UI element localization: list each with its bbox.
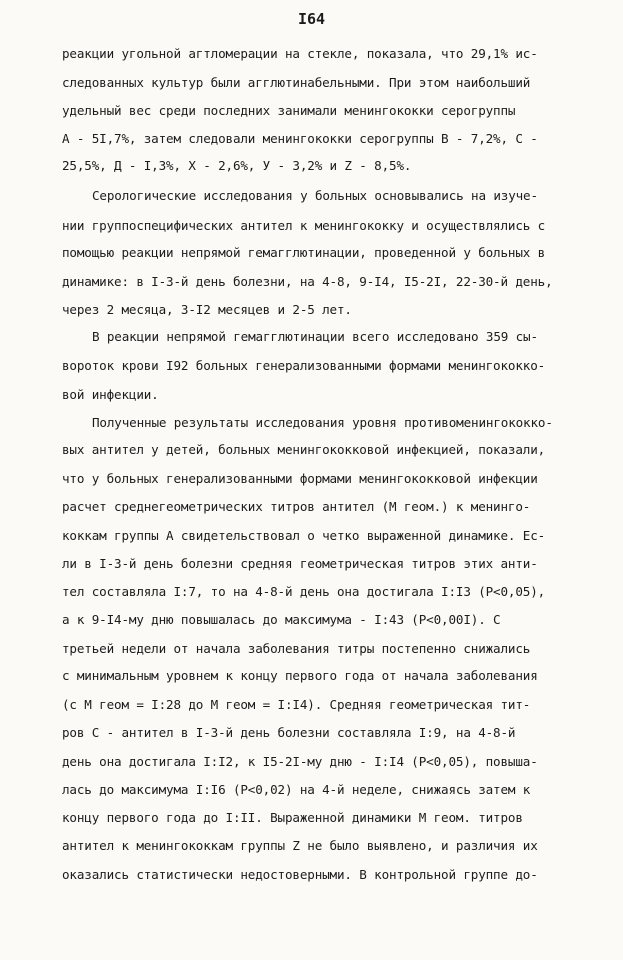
text-line: с минимальным уровнем к концу первого года от начала заболевания: [62, 670, 538, 683]
text-line: Серологические исследования у больных основывались на изуче-: [92, 190, 538, 203]
text-line: третьей недели от начала заболевания титры постепенно снижались: [62, 643, 531, 656]
text-line: ров С - антител в I-3-й день болезни составляла I:9, на 4-8-й: [62, 727, 516, 740]
text-line: расчет среднегеометрических титров антител (М геом.) к менинго-: [62, 501, 531, 514]
text-line: вороток крови I92 больных генерализованными формами менингококко-: [62, 360, 546, 373]
text-line: ли в I-3-й день болезни средняя геометрическая титров этих анти-: [62, 558, 538, 571]
text-line: антител к менингококкам группы Z не было выявлено, и различия их: [62, 840, 538, 853]
text-line: день она достигала I:I2, к I5-2I-му дню - I:I4 (Р<0,05), повыша-: [62, 756, 538, 769]
text-line: концу первого года до I:II. Выраженной динамики М геом. титров: [62, 812, 523, 825]
text-line: вой инфекции.: [62, 389, 159, 402]
text-line: реакции угольной агтломерации на стекле, показала, что 29,1% ис-: [62, 48, 538, 61]
text-line: удельный вес среди последних занимали менингококки серогруппы: [62, 105, 516, 118]
text-line: вых антител у детей, больных менингококковой инфекцией, показали,: [62, 444, 546, 457]
text-line: А - 5I,7%, затем следовали менингококки серогруппы В - 7,2%, С -: [62, 133, 538, 146]
text-line: оказались статистически недостоверными. В контрольной группе до-: [62, 869, 538, 882]
text-line: Полученные результаты исследования уровня противоменингококко-: [92, 417, 553, 430]
text-line: (с М геом = I:28 до М геом = I:I4). Средняя геометрическая тит-: [62, 699, 531, 712]
text-line: следованных культур были агглютинабельными. При этом наибольший: [62, 77, 531, 90]
text-line: коккам группы А свидетельствовал о четко выраженной динамике. Ес-: [62, 530, 546, 543]
text-line: тел составляла I:7, то на 4-8-й день она достигала I:I3 (Р<0,05),: [62, 586, 546, 599]
text-line: а к 9-I4-му дню повышалась до максимума - I:43 (Р<0,00I). С: [62, 614, 501, 627]
text-line: через 2 месяца, 3-I2 месяцев и 2-5 лет.: [62, 304, 352, 317]
text-line: лась до максимума I:I6 (Р<0,02) на 4-й неделе, снижаясь затем к: [62, 784, 531, 797]
text-line: помощью реакции непрямой гемагглютинации, проведенной у больных в: [62, 247, 546, 260]
text-line: В реакции непрямой гемагглютинации всего исследовано 359 сы-: [92, 331, 538, 344]
text-line: 25,5%, Д - I,3%, Х - 2,6%, У - 3,2% и Z - 8,5%.: [62, 160, 412, 173]
page-number: I64: [297, 10, 326, 28]
text-line: динамике: в I-3-й день болезни, на 4-8, 9-I4, I5-2I, 22-30-й день,: [62, 276, 553, 289]
text-line: нии группоспецифических антител к менингококку и осуществлялись с: [62, 220, 546, 233]
text-line: что у больных генерализованными формами менингококковой инфекции: [62, 473, 538, 486]
